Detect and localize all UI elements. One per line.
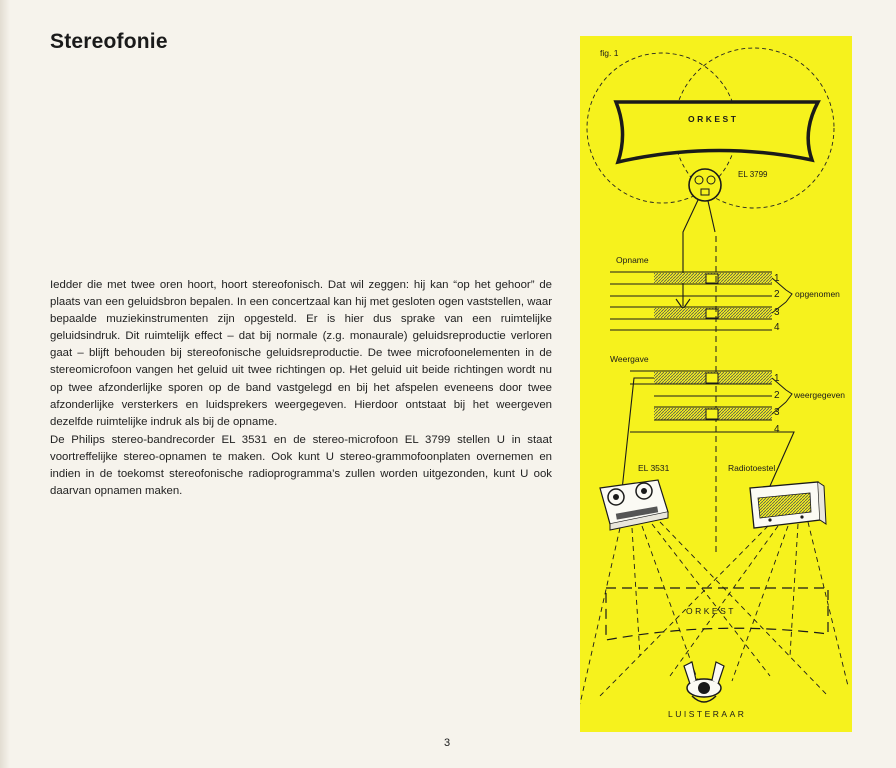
playback-track-number-2: 2 <box>774 390 780 401</box>
orchestra-label-bottom: ORKEST <box>686 606 736 616</box>
recording-tape <box>610 272 772 330</box>
radio-icon <box>750 482 826 528</box>
mic-cable-right <box>708 201 715 232</box>
microphone-label: EL 3799 <box>738 170 768 179</box>
playback-label: Weergave <box>610 354 649 364</box>
track-number-2: 2 <box>774 289 780 300</box>
listener-icon <box>684 662 724 702</box>
track-number-4: 4 <box>774 322 780 333</box>
mic-cable-left <box>683 200 698 306</box>
playback-track-number-4: 4 <box>774 424 780 435</box>
recording-label: Opname <box>616 255 649 265</box>
recorder-label: EL 3531 <box>638 463 670 473</box>
tape-recorder-icon <box>600 480 668 530</box>
figure-panel <box>580 36 852 732</box>
playback-track-number-3: 3 <box>774 407 780 418</box>
orchestra-stage-top <box>616 102 818 162</box>
track-number-3: 3 <box>774 307 780 318</box>
page-number: 3 <box>444 737 451 749</box>
playback-track-number-1: 1 <box>774 373 780 384</box>
microphone-icon <box>689 169 721 201</box>
cable-to-radio <box>770 432 794 486</box>
paragraph-stereo-intro: Iedder die met twee oren hoort, hoort stereofonisch. Dat wil zeggen: hij kan “op het gehoor” de plaats van een geluidsbron bepalen. In een concertzaal kan hij met gesloten ogen vaststellen, waar bepaalde muziekinstrumenten zijn opgesteld. Er is hier dus sprake van een ruimtelijke geluidsindruk. Dit ruimtelijk effect – dat bij normale (z.g. monaurale) geluidsreproductie verloren gaat – blijft behouden bij stereofonische geluidsreproductie. De twee microfoonelementen in de stereomicrofoon vangen het geluid uit twee richtingen op. Het geluid uit beide richtingen wordt nu op twee afzonderlijke sporen op de band vastgelegd en bij het afspelen eveneens door twee afzonderlijke versterkers en luidsprekers weergegeven. Hierdoor ontstaat bij het weergeven dezelfde ruimtelijke indruk als bij de opname. <box>50 279 552 428</box>
page-title: Stereofonie <box>50 30 168 53</box>
paragraph-philips-equipment: De Philips stereo-bandrecorder EL 3531 en de stereo-microfoon EL 3799 stellen U in staat voortreffelijke stereo-opnamen te maken. Ook kunt U stereo-grammofoonplaten overnemen en indien in de toekomst stereofonische radioprogramma’s zullen worden uitgezonden, kunt U ook daarvan opnamen maken. <box>50 434 552 498</box>
playback-tape <box>630 371 772 432</box>
orchestra-label-top: ORKEST <box>688 114 739 124</box>
radio-label: Radiotoestel <box>728 463 776 473</box>
track-number-1: 1 <box>774 273 780 284</box>
cable-to-recorder <box>622 378 654 490</box>
played-label: weergegeven <box>794 390 846 400</box>
listener-label: LUISTERAAR <box>668 709 747 719</box>
recorded-label: opgenomen <box>795 289 840 299</box>
stereo-diagram <box>580 36 852 732</box>
page-edge <box>0 0 10 768</box>
figure-label: fig. 1 <box>600 48 619 58</box>
